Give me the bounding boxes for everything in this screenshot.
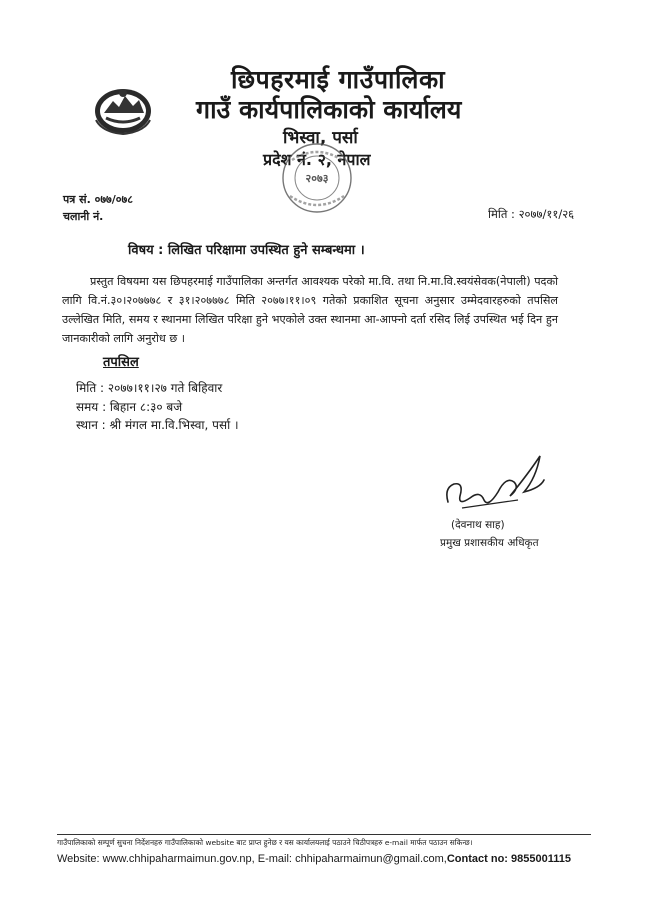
website-label: Website: <box>57 853 100 865</box>
letter-number-value: ०७७/०७८ <box>94 193 133 206</box>
letter-body: प्रस्तुत विषयमा यस छिपहरमाई गाउँपालिका अन्तर्गत आवश्यक परेको मा.वि. तथा नि.मा.वि.स्वयंसेवक(नेपाली) पदको लागि वि.नं.३०।२०७७७८ र ३१।२०७७७८ मिति २०७७।११।०९ गतेको प्रकाशित सूचना अनुसार उम्मेदवारहरुको तपसिल उल्लेखित मिति, समय र स्थानमा लिखित परिक्षा हुने भएकोले उक्त स्थानमा आ-आफ्नो दर्ता रसिद लिई उपस्थित भई दिन हुन जानकारीको लागि अनुरोध छ । <box>62 275 558 345</box>
letter-subject: विषय : लिखित परिक्षामा उपस्थित हुने सम्बन्धमा । <box>128 243 365 258</box>
contact-number: 9855001115 <box>511 853 571 865</box>
office-address: भिस्वा, पर्सा <box>283 128 358 148</box>
footer-note: गाउँपालिकाको सम्पूर्ण सुचना निर्देशनहरु गाउँपालिकाको website बाट प्राप्त हुनेछ र यस कार्यालयलाई पठाउने चिठीपत्रहरु e-mail मार्फत पठाउन सकिन्छ। <box>57 838 473 847</box>
footer-divider <box>57 834 591 835</box>
date-value: २०७७/११/२६ <box>518 207 575 221</box>
dispatch-number <box>63 209 103 224</box>
email-label: E-mail: <box>257 853 292 865</box>
exam-date: मिति : २०७७।११।२७ गते बिहिवार <box>76 381 223 395</box>
province-line: प्रदेश नं. २, नेपाल <box>263 150 371 169</box>
office-stamp <box>262 138 372 222</box>
signatory-name: (देवनाथ साह) <box>451 519 505 531</box>
footer-contact <box>57 853 571 865</box>
nepal-emblem-logo <box>92 82 154 136</box>
signature <box>440 452 550 518</box>
schedule-heading: तपसिल <box>103 355 139 370</box>
email-link[interactable]: chhipaharmaimun@gmail.com, <box>295 853 447 865</box>
exam-venue: स्थान : श्री मंगल मा.वि.भिस्वा, पर्सा । <box>76 418 239 432</box>
letter-date <box>488 207 574 222</box>
date-label: मिति : <box>488 207 515 221</box>
letter-number-label: पत्र सं. <box>63 193 91 206</box>
municipality-name: छिपहरमाई गाउँपालिका <box>231 65 446 94</box>
website-link[interactable]: www.chhipaharmaimun.gov.np, <box>102 853 255 865</box>
signatory-designation: प्रमुख प्रशासकीय अधिकृत <box>440 537 539 549</box>
dispatch-number-label: चलानी नं. <box>63 210 104 223</box>
office-name: गाउँ कार्यपालिकाको कार्यालय <box>196 95 462 124</box>
exam-time: समय : बिहान ८:३० बजे <box>76 400 183 414</box>
svg-text:२०७३: २०७३ <box>305 172 329 185</box>
letter-number <box>63 192 133 207</box>
contact-label: Contact no: <box>446 853 508 865</box>
